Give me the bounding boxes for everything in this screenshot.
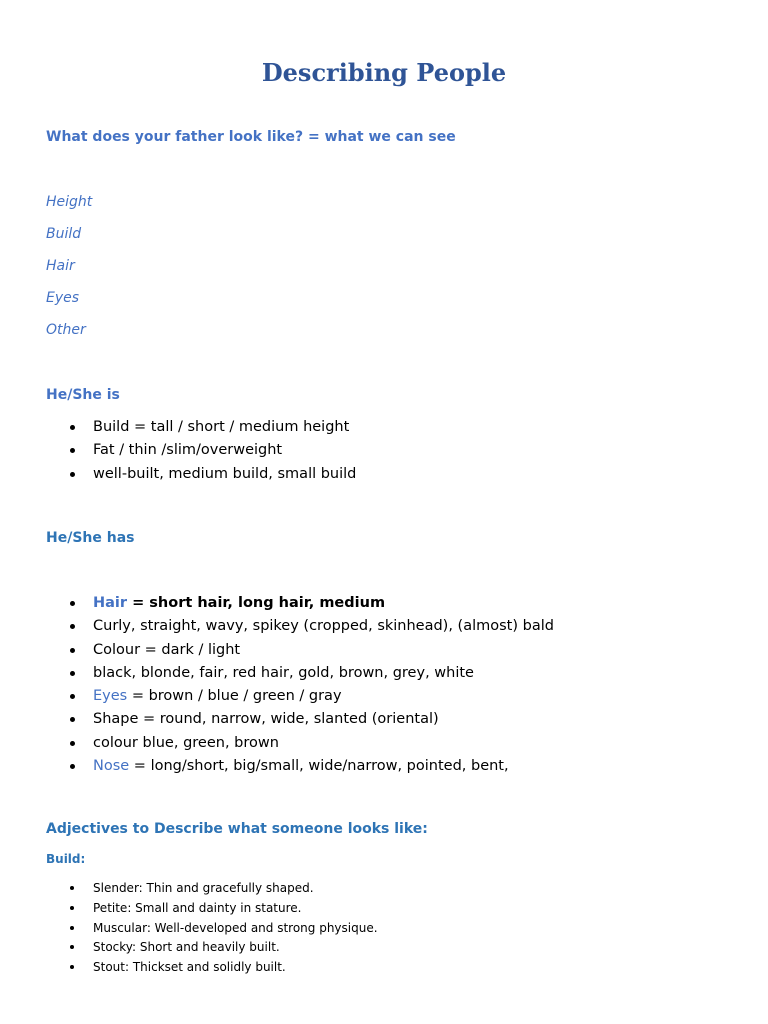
list-item: Stocky: Short and heavily built. bbox=[70, 938, 378, 958]
list-item-nose bbox=[70, 755, 554, 778]
list-item: Slender: Thin and gracefully shaped. bbox=[70, 879, 378, 899]
he-she-is-heading: He/She is bbox=[46, 387, 120, 403]
category-build: Build bbox=[46, 226, 82, 242]
build-subheading: Build: bbox=[46, 852, 86, 866]
hair-description: = short hair, long hair, medium bbox=[127, 595, 386, 611]
adjectives-heading: Adjectives to Describe what someone looks like: bbox=[46, 821, 428, 837]
list-item: Shape = round, narrow, wide, slanted (oriental) bbox=[70, 708, 554, 731]
eyes-keyword: Eyes bbox=[93, 688, 128, 705]
question-heading: What does your father look like? = what we can see bbox=[46, 129, 456, 145]
list-item: Curly, straight, wavy, spikey (cropped, skinhead), (almost) bald bbox=[70, 615, 554, 638]
list-item: colour blue, green, brown bbox=[70, 732, 554, 755]
list-item: Colour = dark / light bbox=[70, 639, 554, 662]
category-height: Height bbox=[46, 194, 93, 210]
list-item: Stout: Thickset and solidly built. bbox=[70, 958, 378, 978]
list-item: Fat / thin /slim/overweight bbox=[70, 439, 356, 462]
nose-keyword: Nose bbox=[93, 758, 130, 775]
nose-description: = long/short, big/small, wide/narrow, pointed, bent, bbox=[129, 758, 509, 775]
page-title: Describing People bbox=[261, 58, 507, 87]
he-she-has-heading: He/She has bbox=[46, 530, 135, 546]
build-adjectives-list bbox=[70, 879, 378, 978]
hair-keyword: Hair bbox=[93, 595, 128, 611]
category-hair: Hair bbox=[46, 258, 75, 274]
list-item: Build = tall / short / medium height bbox=[70, 416, 356, 439]
list-item: Muscular: Well-developed and strong physique. bbox=[70, 919, 378, 939]
category-other: Other bbox=[46, 322, 86, 338]
list-item: black, blonde, fair, red hair, gold, brown, grey, white bbox=[70, 662, 554, 685]
he-she-is-list bbox=[70, 416, 356, 486]
list-item: well-built, medium build, small build bbox=[70, 463, 356, 486]
category-eyes: Eyes bbox=[46, 290, 80, 306]
list-item: Petite: Small and dainty in stature. bbox=[70, 899, 378, 919]
list-item-eyes bbox=[70, 685, 554, 708]
he-she-has-list bbox=[70, 592, 554, 778]
list-item-hair bbox=[70, 592, 554, 615]
eyes-description: = brown / blue / green / gray bbox=[127, 688, 342, 705]
